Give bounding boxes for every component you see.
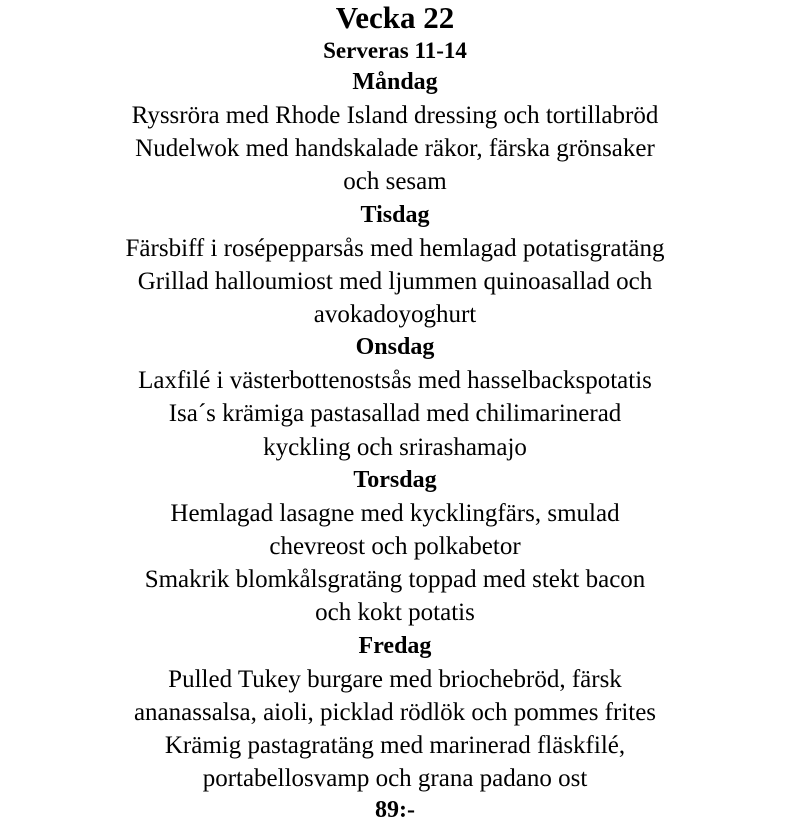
dish-line: ananassalsa, aioli, picklad rödlök och pommes frites [133,698,657,726]
price-label: 89:- [375,797,415,824]
dish-line: och sesam [343,168,447,196]
menu-title: Vecka 22 [335,0,455,35]
dish-line: Smakrik blomkålsgratäng toppad med stekt bacon [144,566,646,594]
day-section-wednesday [0,331,790,464]
dish-line: Laxfilé i västerbottenostsås med hasselbackspotatis [138,367,652,395]
dish-line: Isa´s krämiga pastasallad med chilimarinerad [168,400,622,428]
dish-line: Pulled Tukey burgare med briochebröd, färsk [168,665,622,693]
dish-line: Färsbiff i rosépepparsås med hemlagad potatisgratäng [125,234,665,262]
day-heading: Torsdag [353,466,437,493]
day-section-tuesday [0,199,790,332]
day-section-friday [0,630,790,796]
dish-line: Ryssröra med Rhode Island dressing och tortillabröd [131,102,659,129]
dish-line: Hemlagad lasagne med kycklingfärs, smulad [170,499,620,527]
day-section-monday [0,66,790,199]
dish-line: avokadoyoghurt [313,301,477,329]
dish-line: chevreost och polkabetor [269,533,521,561]
dish-line: portabellosvamp och grana padano ost [202,765,588,793]
dish-line: kyckling och srirashamajo [263,433,527,461]
day-heading: Tisdag [360,201,430,228]
day-section-thursday [0,464,790,630]
day-heading: Måndag [352,69,438,95]
dish-line: Nudelwok med handskalade räkor, färska grönsaker [135,135,655,163]
dish-line: Grillad halloumiost med ljummen quinoasallad och [137,267,653,295]
day-heading: Fredag [358,632,432,659]
dish-line: och kokt potatis [315,599,475,627]
dish-line: Krämig pastagratäng med marinerad fläskfilé, [164,732,626,760]
day-heading: Onsdag [355,334,435,361]
serving-hours: Serveras 11-14 [323,38,467,63]
